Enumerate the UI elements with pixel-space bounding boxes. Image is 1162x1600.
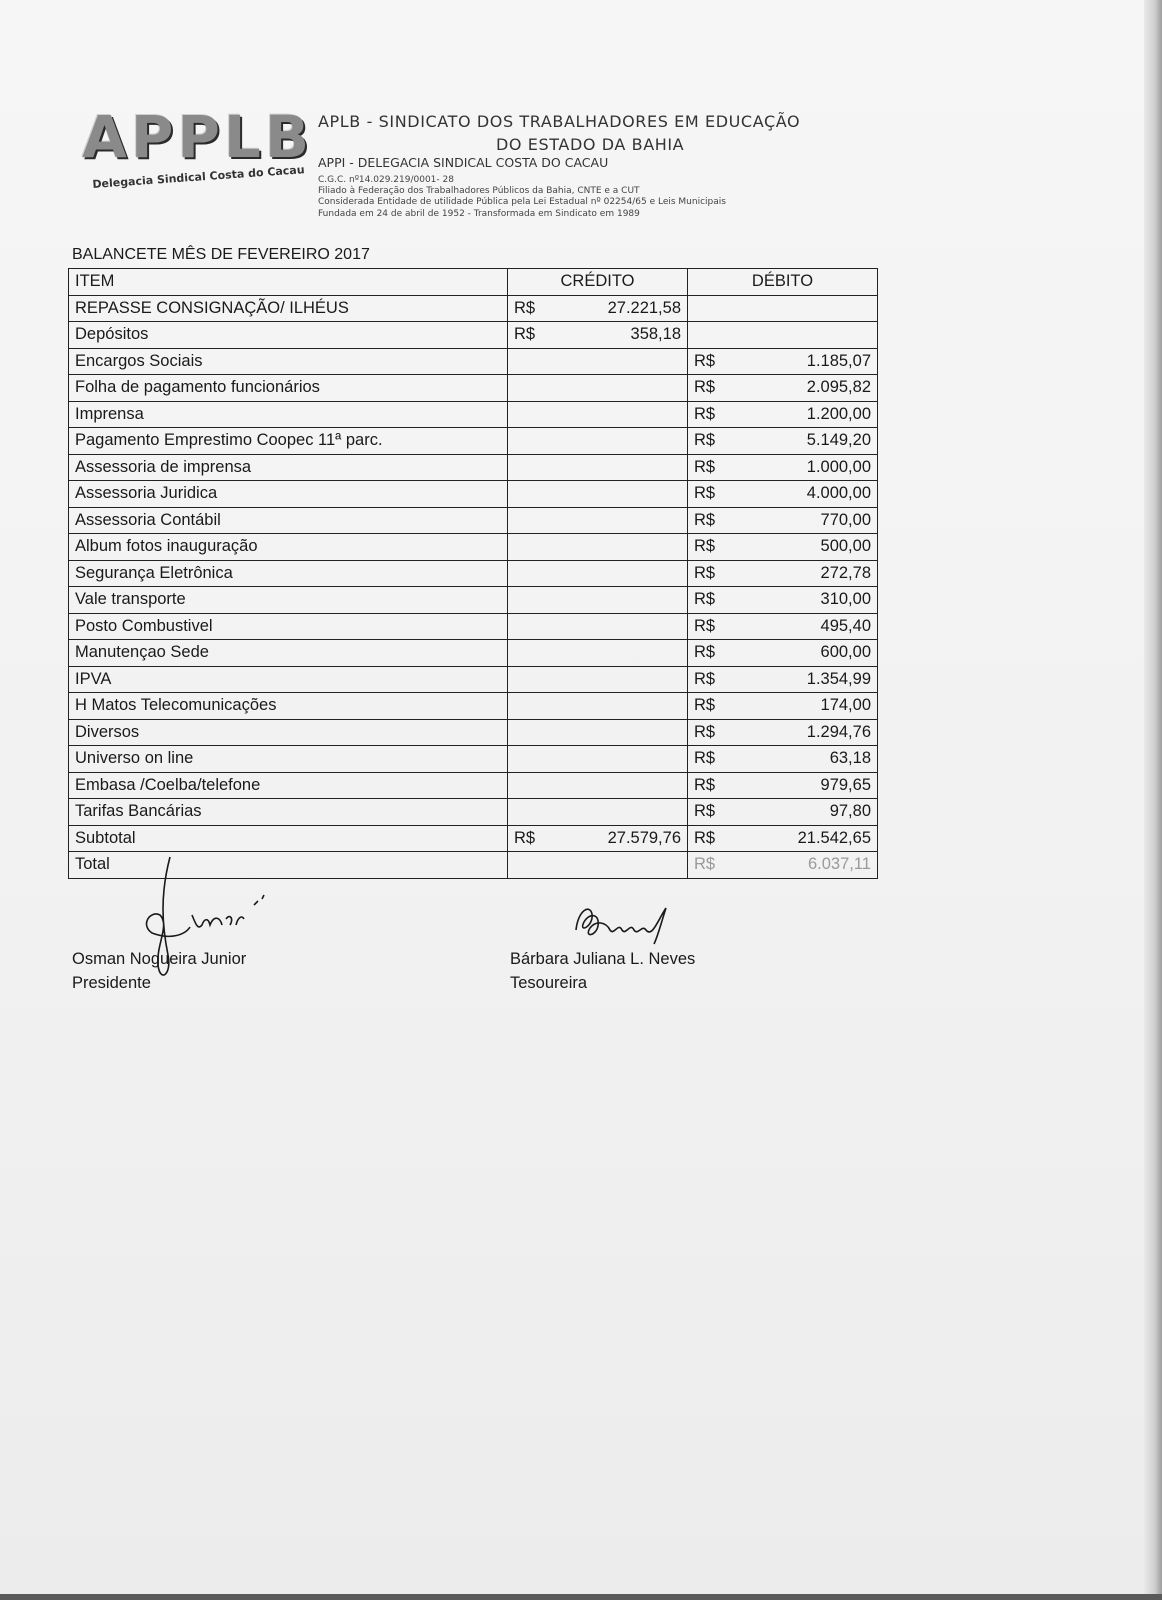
credit-value: 27.221,58 <box>607 298 681 317</box>
debit-cell <box>688 534 878 561</box>
currency-symbol: R$ <box>694 563 716 582</box>
item-cell: Imprensa <box>69 401 508 428</box>
item-cell: Segurança Eletrônica <box>69 560 508 587</box>
credit-empty-cell <box>508 454 688 481</box>
header-item: ITEM <box>69 269 508 296</box>
treasurer-signature-scribble <box>570 900 680 950</box>
logo-caption: Delegacia Sindical Costa do Cacau <box>92 163 305 191</box>
page-bottom-edge <box>0 1594 1162 1600</box>
debit-cell <box>688 693 878 720</box>
item-cell: Diversos <box>69 719 508 746</box>
credit-empty-cell <box>508 507 688 534</box>
credit-empty-cell <box>508 375 688 402</box>
debit-value: 97,80 <box>829 802 871 821</box>
debit-cell <box>688 507 878 534</box>
debit-value: 1.200,00 <box>806 404 871 423</box>
item-cell: Total <box>69 852 508 879</box>
header-credit: CRÉDITO <box>508 269 688 296</box>
header-debit: DÉBITO <box>688 269 878 296</box>
credit-empty-cell <box>508 640 688 667</box>
table-row <box>69 825 878 852</box>
credit-value: 358,18 <box>630 325 681 344</box>
table-body <box>69 295 878 878</box>
item-cell: H Matos Telecomunicações <box>69 693 508 720</box>
table-row <box>69 507 878 534</box>
page-edge-shadow <box>1144 0 1162 1600</box>
credit-cell <box>508 322 688 349</box>
currency-symbol: R$ <box>694 431 716 450</box>
credit-empty-cell <box>508 772 688 799</box>
currency-symbol: R$ <box>514 325 536 344</box>
credit-cell <box>508 295 688 322</box>
debit-value: 4.000,00 <box>806 484 871 503</box>
debit-value: 21.542,65 <box>797 828 871 847</box>
table-row <box>69 719 878 746</box>
table-row <box>69 454 878 481</box>
header-state: DO ESTADO DA BAHIA <box>496 135 685 154</box>
table-row <box>69 560 878 587</box>
currency-symbol: R$ <box>694 616 716 635</box>
credit-cell <box>508 825 688 852</box>
currency-symbol: R$ <box>694 484 716 503</box>
debit-cell <box>688 719 878 746</box>
item-cell: Assessoria de imprensa <box>69 454 508 481</box>
table-row <box>69 348 878 375</box>
credit-empty-cell <box>508 746 688 773</box>
currency-symbol: R$ <box>694 378 716 397</box>
aplb-logo: APPLB <box>82 103 314 171</box>
credit-empty-cell <box>508 534 688 561</box>
header-public-utility: Considerada Entidade de utilidade Pública pela Lei Estadual nº 02254/65 e Leis Municipais <box>318 197 726 207</box>
table-row <box>69 322 878 349</box>
currency-symbol: R$ <box>694 457 716 476</box>
debit-cell <box>688 481 878 508</box>
debit-cell <box>688 428 878 455</box>
debit-cell <box>688 348 878 375</box>
credit-empty-cell <box>508 587 688 614</box>
currency-symbol: R$ <box>694 537 716 556</box>
table-row <box>69 534 878 561</box>
credit-empty-cell <box>508 666 688 693</box>
table-row <box>69 693 878 720</box>
debit-value: 770,00 <box>820 510 871 529</box>
table-header-row <box>69 269 878 296</box>
debit-value: 1.000,00 <box>806 457 871 476</box>
table-row <box>69 481 878 508</box>
debit-value: 1.185,07 <box>806 351 871 370</box>
credit-empty-cell <box>508 613 688 640</box>
debit-cell <box>688 587 878 614</box>
table-row <box>69 852 878 879</box>
item-cell: Assessoria Juridica <box>69 481 508 508</box>
currency-symbol: R$ <box>694 749 716 768</box>
item-cell: Universo on line <box>69 746 508 773</box>
currency-symbol: R$ <box>694 351 716 370</box>
table-row <box>69 640 878 667</box>
debit-cell <box>688 454 878 481</box>
table-row <box>69 772 878 799</box>
currency-symbol: R$ <box>514 298 536 317</box>
item-cell: Album fotos inauguração <box>69 534 508 561</box>
header-founded: Fundada em 24 de abril de 1952 - Transformada em Sindicato em 1989 <box>318 209 640 219</box>
item-cell: Embasa /Coelba/telefone <box>69 772 508 799</box>
credit-empty-cell <box>508 719 688 746</box>
debit-cell <box>688 560 878 587</box>
currency-symbol: R$ <box>694 855 716 874</box>
currency-symbol: R$ <box>694 696 716 715</box>
item-cell: IPVA <box>69 666 508 693</box>
currency-symbol: R$ <box>694 510 716 529</box>
item-cell: Subtotal <box>69 825 508 852</box>
header-affiliation: Filiado à Federação dos Trabalhadores Públicos da Bahia, CNTE e a CUT <box>318 186 640 196</box>
table-row <box>69 587 878 614</box>
item-cell: Manutençao Sede <box>69 640 508 667</box>
item-cell: Tarifas Bancárias <box>69 799 508 826</box>
header-union-name: APLB - SINDICATO DOS TRABALHADORES EM EDUCAÇÃO <box>318 112 801 131</box>
debit-cell <box>688 799 878 826</box>
table-row <box>69 799 878 826</box>
debit-cell <box>688 613 878 640</box>
credit-value: 27.579,76 <box>607 828 681 847</box>
debit-cell <box>688 640 878 667</box>
debit-value: 600,00 <box>820 643 871 662</box>
treasurer-name: Bárbara Juliana L. Neves <box>510 950 696 968</box>
item-cell: Depósitos <box>69 322 508 349</box>
president-name: Osman Nogueira Junior <box>72 950 247 968</box>
currency-symbol: R$ <box>694 404 716 423</box>
debit-value: 1.354,99 <box>806 669 871 688</box>
debit-cell <box>688 825 878 852</box>
header-delegacy: APPI - DELEGACIA SINDICAL COSTA DO CACAU <box>318 155 609 170</box>
debit-empty-cell <box>688 295 878 322</box>
debit-cell <box>688 746 878 773</box>
credit-empty-cell <box>508 428 688 455</box>
item-cell: Encargos Sociais <box>69 348 508 375</box>
debit-value: 63,18 <box>829 749 871 768</box>
table-row <box>69 375 878 402</box>
currency-symbol: R$ <box>694 722 716 741</box>
debit-cell <box>688 666 878 693</box>
table-row <box>69 295 878 322</box>
currency-symbol: R$ <box>694 643 716 662</box>
debit-value: 495,40 <box>820 616 871 635</box>
currency-symbol: R$ <box>694 590 716 609</box>
currency-symbol: R$ <box>694 775 716 794</box>
debit-value: 500,00 <box>820 537 871 556</box>
credit-empty-cell <box>508 852 688 879</box>
debit-value: 979,65 <box>820 775 871 794</box>
credit-empty-cell <box>508 401 688 428</box>
credit-empty-cell <box>508 693 688 720</box>
debit-cell <box>688 401 878 428</box>
credit-empty-cell <box>508 348 688 375</box>
item-cell: Posto Combustivel <box>69 613 508 640</box>
president-role: Presidente <box>72 974 151 992</box>
debit-value: 1.294,76 <box>806 722 871 741</box>
item-cell: Vale transporte <box>69 587 508 614</box>
treasurer-role: Tesoureira <box>510 974 588 992</box>
president-signature <box>72 947 246 995</box>
treasurer-signature <box>510 947 695 995</box>
debit-value: 310,00 <box>820 590 871 609</box>
debit-cell <box>688 375 878 402</box>
table-row <box>69 428 878 455</box>
balance-table <box>68 268 878 879</box>
currency-symbol: R$ <box>694 828 716 847</box>
table-row <box>69 401 878 428</box>
currency-symbol: R$ <box>694 802 716 821</box>
balance-title: BALANCETE MÊS DE FEVEREIRO 2017 <box>72 246 370 263</box>
currency-symbol: R$ <box>694 669 716 688</box>
table-row <box>69 746 878 773</box>
debit-value: 272,78 <box>820 563 871 582</box>
debit-cell <box>688 772 878 799</box>
debit-value: 174,00 <box>820 696 871 715</box>
credit-empty-cell <box>508 560 688 587</box>
item-cell: Assessoria Contábil <box>69 507 508 534</box>
debit-value: 5.149,20 <box>806 431 871 450</box>
table-row <box>69 613 878 640</box>
item-cell: Folha de pagamento funcionários <box>69 375 508 402</box>
credit-empty-cell <box>508 481 688 508</box>
table-row <box>69 666 878 693</box>
debit-value: 2.095,82 <box>806 378 871 397</box>
currency-symbol: R$ <box>514 828 536 847</box>
item-cell: REPASSE CONSIGNAÇÃO/ ILHÉUS <box>69 295 508 322</box>
debit-value: 6.037,11 <box>807 855 871 874</box>
debit-empty-cell <box>688 322 878 349</box>
credit-empty-cell <box>508 799 688 826</box>
debit-cell <box>688 852 878 879</box>
header-cgc: C.G.C. nº14.029.219/0001- 28 <box>318 175 454 185</box>
item-cell: Pagamento Emprestimo Coopec 11ª parc. <box>69 428 508 455</box>
